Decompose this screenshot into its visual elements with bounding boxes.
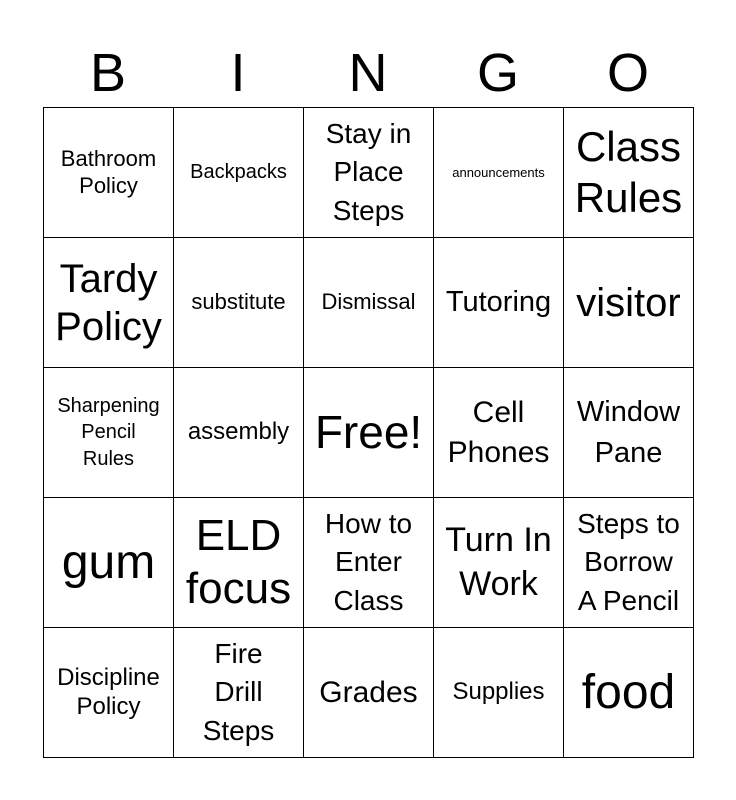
cell-label: visitor [576, 280, 681, 325]
bingo-cell[interactable] [174, 498, 304, 628]
bingo-cell[interactable] [304, 238, 434, 368]
bingo-cell[interactable] [174, 628, 304, 758]
cell-label: Dismissal [321, 289, 416, 315]
header-letter-g: G [476, 43, 519, 103]
header-letter-i: I [230, 43, 246, 103]
bingo-cell[interactable] [434, 498, 564, 628]
cell-label: assembly [187, 418, 290, 446]
cell-label: Supplies [452, 678, 545, 706]
cell-label: Turn In Work [445, 520, 552, 603]
bingo-cell[interactable] [304, 498, 434, 628]
bingo-cell[interactable] [304, 108, 434, 238]
cell-label: Discipline Policy [57, 663, 160, 720]
bingo-cell[interactable] [304, 368, 434, 498]
cell-label: Bathroom Policy [60, 146, 157, 198]
bingo-cell[interactable] [44, 628, 174, 758]
bingo-cell[interactable] [44, 238, 174, 368]
header-letter-b: B [89, 43, 127, 103]
cell-label: Grades [319, 675, 418, 709]
bingo-cell[interactable] [44, 498, 174, 628]
cell-label: Tardy Policy [55, 256, 162, 349]
header-letter-o: O [606, 43, 649, 103]
bingo-cell[interactable] [304, 628, 434, 758]
bingo-cell[interactable] [174, 108, 304, 238]
cell-label: Fire Drill Steps [202, 637, 275, 746]
bingo-cell[interactable] [434, 238, 564, 368]
bingo-cell[interactable] [434, 108, 564, 238]
cell-label: Class Rules [574, 123, 683, 221]
cell-label: How to Enter Class [324, 507, 413, 616]
bingo-cell[interactable] [174, 238, 304, 368]
bingo-cell[interactable] [434, 628, 564, 758]
bingo-cell[interactable] [564, 368, 694, 498]
cell-label: Backpacks [190, 161, 287, 184]
header-letter-n: N [348, 43, 388, 103]
bingo-cell[interactable] [564, 238, 694, 368]
bingo-cell[interactable] [564, 498, 694, 628]
cell-label: ELD focus [185, 510, 292, 613]
cell-label: Sharpening Pencil Rules [57, 394, 160, 470]
cell-label: Tutoring [445, 286, 552, 319]
bingo-cell[interactable] [434, 368, 564, 498]
cell-label: announcements [452, 164, 545, 180]
cell-label: Window Pane [576, 396, 681, 469]
bingo-cell[interactable] [564, 628, 694, 758]
bingo-cell[interactable] [564, 108, 694, 238]
cell-label: food [581, 665, 676, 719]
cell-label: Steps to Borrow A Pencil [577, 507, 680, 616]
bingo-cell[interactable] [44, 108, 174, 238]
bingo-cell[interactable] [174, 368, 304, 498]
cell-label: Free! [314, 405, 423, 458]
cell-label: Stay in Place Steps [325, 117, 412, 226]
bingo-header [43, 38, 693, 108]
cell-label: gum [61, 535, 156, 589]
cell-label: Cell Phones [447, 395, 550, 469]
bingo-board [43, 107, 694, 758]
cell-label: substitute [191, 289, 286, 315]
bingo-cell[interactable] [44, 368, 174, 498]
